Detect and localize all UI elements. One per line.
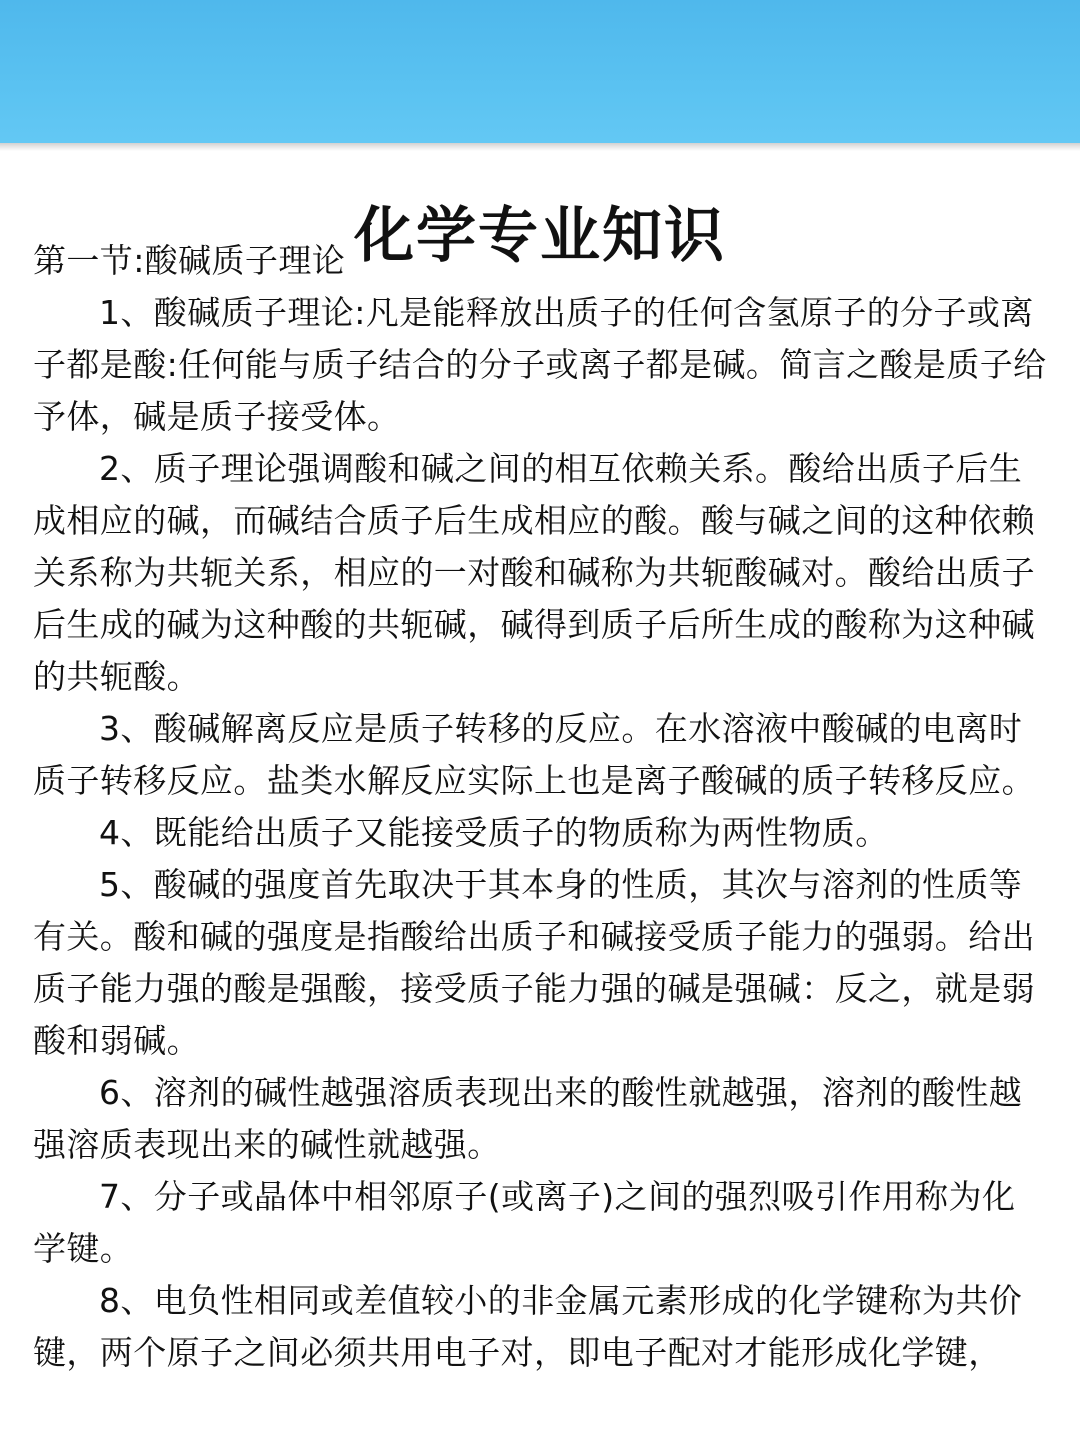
paragraph-6: 6、溶剂的碱性越强溶质表现出来的酸性就越强，溶剂的酸性越强溶质表现出来的碱性就越强。	[33, 1073, 1023, 1164]
paragraph-1: 1、酸碱质子理论:凡是能释放出质子的任何含氢原子的分子或离子都是酸:任何能与质子结合的分子或离子都是碱。简言之酸是质子给予体，碱是质子接受体。	[33, 293, 1047, 436]
top-banner	[0, 0, 1080, 143]
paragraph-8: 8、电负性相同或差值较小的非金属元素形成的化学键称为共价键，两个原子之间必须共用电子对，即电子配对才能形成化学键，	[33, 1281, 1023, 1372]
paragraph-7: 7、分子或晶体中相邻原子(或离子)之间的强烈吸引作用称为化学键。	[33, 1177, 1016, 1268]
paragraph-3: 3、酸碱解离反应是质子转移的反应。在水溶液中酸碱的电离时质子转移反应。盐类水解反应实际上也是离子酸碱的质子转移反应。	[33, 709, 1035, 800]
document-body	[33, 235, 1047, 1379]
paragraph-2: 2、质子理论强调酸和碱之间的相互依赖关系。酸给出质子后生成相应的碱，而碱结合质子后生成相应的酸。酸与碱之间的这种依赖关系称为共轭关系，相应的一对酸和碱称为共轭酸碱对。酸给出质子后生成的碱为这种酸的共轭碱，碱得到质子后所生成的酸称为这种碱的共轭酸。	[33, 449, 1035, 696]
page-title: 化学专业知识	[354, 201, 726, 272]
paragraph-4: 4、既能给出质子又能接受质子的物质称为两性物质。	[99, 813, 889, 852]
paragraph-5: 5、酸碱的强度首先取决于其本身的性质，其次与溶剂的性质等有关。酸和碱的强度是指酸给出质子和碱接受质子能力的强弱。给出质子能力强的酸是强酸，接受质子能力强的碱是强碱：反之，就是弱酸和弱碱。	[33, 865, 1035, 1060]
banner-shadow	[0, 143, 1080, 151]
section-heading: 第一节:酸碱质子理论	[33, 241, 346, 280]
